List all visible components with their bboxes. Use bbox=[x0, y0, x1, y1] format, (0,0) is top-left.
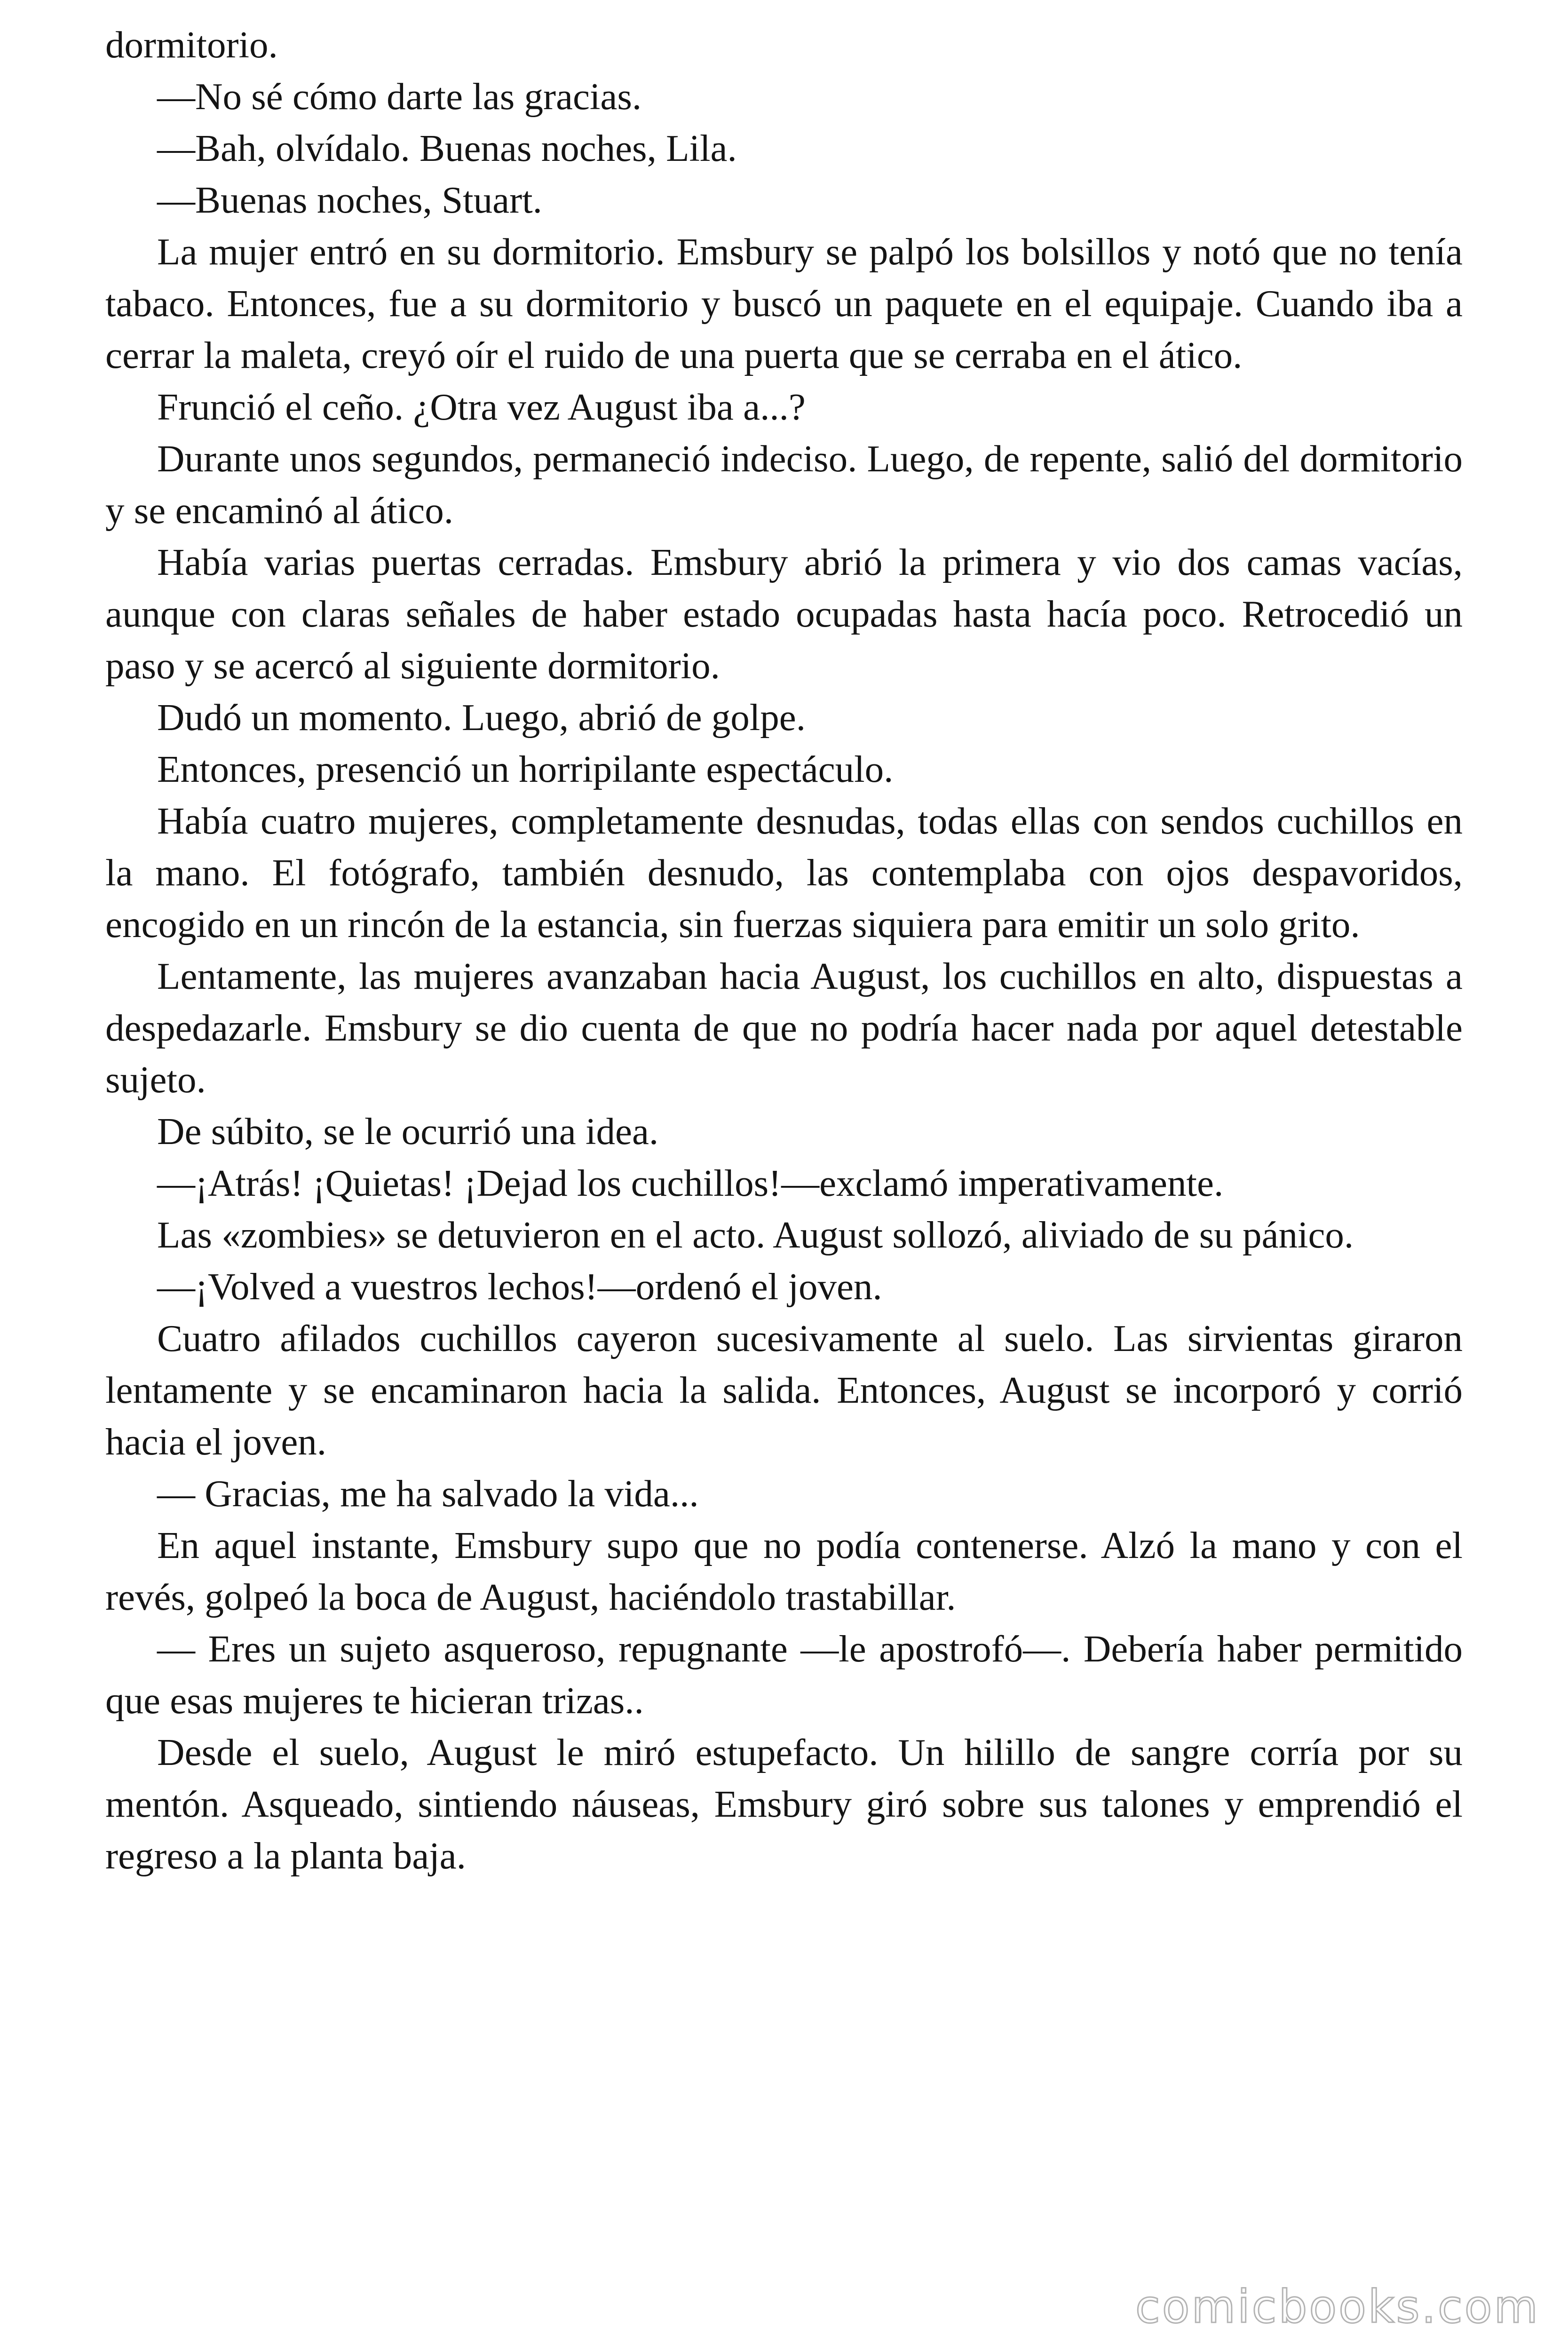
paragraph: Frunció el ceño. ¿Otra vez August iba a...? bbox=[157, 386, 806, 428]
paragraph-continuation: dormitorio. bbox=[105, 24, 278, 66]
paragraph: Entonces, presenció un horripilante espectáculo. bbox=[157, 748, 894, 790]
paragraph: —Bah, olvídalo. Buenas noches, Lila. bbox=[157, 127, 737, 169]
paragraph: —¡Atrás! ¡Quietas! ¡Dejad los cuchillos!—exclamó imperativamente. bbox=[157, 1162, 1224, 1204]
paragraph: Las «zombies» se detuvieron en el acto. August sollozó, aliviado de su pánico. bbox=[157, 1214, 1354, 1256]
paragraph: — Eres un sujeto asqueroso, repugnante —le apostrofó—. Debería haber permitido que esas mujeres te hicieran trizas.. bbox=[105, 1628, 1463, 1722]
paragraph: —No sé cómo darte las gracias. bbox=[157, 75, 642, 118]
paragraph: —¡Volved a vuestros lechos!—ordenó el joven. bbox=[157, 1265, 882, 1308]
paragraph: Desde el suelo, August le miró estupefacto. Un hilillo de sangre corría por su mentón. Asqueado, sintiendo náuseas, Emsbury giró sobre sus talones y emprendió el regreso a la planta baja. bbox=[105, 1731, 1463, 1877]
paragraph: En aquel instante, Emsbury supo que no podía contenerse. Alzó la mano y con el revés, golpeó la boca de August, haciéndolo trastabillar. bbox=[105, 1524, 1463, 1618]
paragraph: Cuatro afilados cuchillos cayeron sucesivamente al suelo. Las sirvientas giraron lentamente y se encaminaron hacia la salida. Entonces, August se incorporó y corrió hacia el joven. bbox=[105, 1317, 1463, 1463]
paragraph: De súbito, se le ocurrió una idea. bbox=[157, 1110, 659, 1152]
paragraph: Había varias puertas cerradas. Emsbury abrió la primera y vio dos camas vacías, aunque con claras señales de haber estado ocupadas hasta hacía poco. Retrocedió un paso y se acercó al siguiente dormitorio. bbox=[105, 541, 1463, 687]
paragraph: — Gracias, me ha salvado la vida... bbox=[157, 1472, 699, 1515]
watermark: comicbooks.com bbox=[1135, 2280, 1540, 2333]
paragraph: —Buenas noches, Stuart. bbox=[157, 179, 542, 221]
body-text bbox=[105, 19, 1463, 1882]
paragraph: Durante unos segundos, permaneció indeciso. Luego, de repente, salió del dormitorio y se encaminó al ático. bbox=[105, 437, 1463, 532]
paragraph: La mujer entró en su dormitorio. Emsbury se palpó los bolsillos y notó que no tenía tabaco. Entonces, fue a su dormitorio y buscó un paquete en el equipaje. Cuando iba a cerrar la maleta, creyó oír el ruido de una puerta que se cerraba en el ático. bbox=[105, 230, 1463, 376]
paragraph: Dudó un momento. Luego, abrió de golpe. bbox=[157, 696, 806, 739]
paragraph: Lentamente, las mujeres avanzaban hacia August, los cuchillos en alto, dispuestas a despedazarle. Emsbury se dio cuenta de que no podría hacer nada por aquel detestable sujeto. bbox=[105, 955, 1463, 1101]
paragraph: Había cuatro mujeres, completamente desnudas, todas ellas con sendos cuchillos en la mano. El fotógrafo, también desnudo, las contemplaba con ojos despavoridos, encogido en un rincón de la estancia, sin fuerzas siquiera para emitir un solo grito. bbox=[105, 800, 1463, 946]
